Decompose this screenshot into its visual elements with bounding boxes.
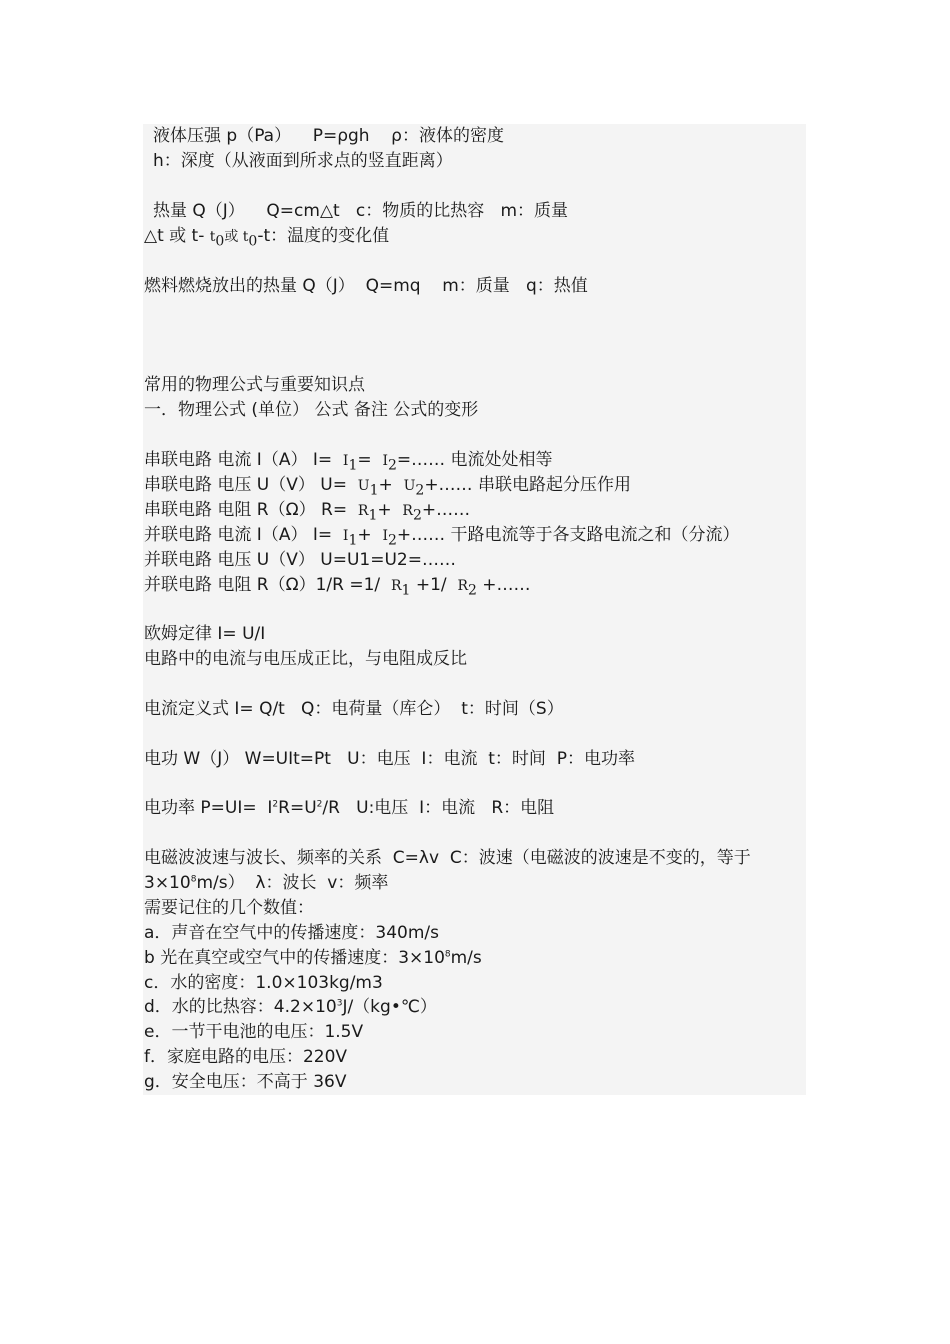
ohm-law-note: 电路中的电流与电压成正比，与电阻成反比 <box>144 649 467 669</box>
values-title: 需要记住的几个数值： <box>144 898 314 918</box>
subscript: 2 <box>467 582 477 599</box>
text: R=U <box>278 798 317 818</box>
text: +…… 干路电流等于各支路电流之和（分流） <box>396 525 740 545</box>
heat-delta-end: -t：温度的变化值 <box>257 226 390 246</box>
text: + <box>378 475 404 495</box>
series-resistance <box>144 500 471 524</box>
superscript: 2 <box>316 799 323 810</box>
value-item-d <box>144 997 437 1017</box>
series-current <box>144 450 553 474</box>
text: m/s <box>450 948 482 968</box>
section-subtitle: 一．物理公式 (单位） 公式 备注 公式的变形 <box>144 400 479 420</box>
symbol: U <box>357 478 370 494</box>
heat-or-text: 或 <box>224 229 243 245</box>
text: =…… 电流处处相等 <box>396 450 553 470</box>
text: 并联电路 电流 I（A） I= <box>144 525 343 545</box>
subscript: 1 <box>348 457 358 474</box>
symbol: I <box>382 453 388 469</box>
text: b 光在真空或空气中的传播速度：3×10 <box>144 948 445 968</box>
subscript: 1 <box>348 532 358 549</box>
text: m/s） λ：波长 v：频率 <box>196 873 389 893</box>
subscript: 2 <box>412 507 422 524</box>
symbol: R <box>390 578 402 594</box>
value-item-f: f．家庭电路的电压：220V <box>144 1047 348 1067</box>
symbol: R <box>457 578 468 594</box>
subscript: 2 <box>387 457 397 474</box>
text: 3×10 <box>144 873 191 893</box>
text: 串联电路 电流 I（A） I= <box>144 450 343 470</box>
text: = <box>357 450 383 470</box>
symbol: R <box>357 503 369 519</box>
heat-t2-sub: 0 <box>248 233 258 250</box>
ohm-law: 欧姆定律 I= U/I <box>144 624 266 644</box>
fuel-heat-formula: 燃料燃烧放出的热量 Q（J） Q=mq m：质量 q：热值 <box>144 276 588 296</box>
section-title: 常用的物理公式与重要知识点 <box>144 375 365 395</box>
text: J/（kg•℃） <box>342 997 437 1017</box>
symbol: I <box>342 453 349 469</box>
pressure-formula: 液体压强 p（Pa） P=ρgh ρ：液体的密度 <box>153 126 504 146</box>
value-item-c: c．水的密度：1.0×103kg/m3 <box>144 973 383 993</box>
subscript: 1 <box>401 582 411 599</box>
text: + <box>377 500 403 520</box>
text: +1/ <box>410 575 458 595</box>
heat-t2-symbol: t <box>242 229 249 245</box>
superscript: 3 <box>336 998 343 1009</box>
symbol: R <box>402 503 413 519</box>
subscript: 1 <box>369 482 379 499</box>
subscript: 1 <box>368 507 378 524</box>
symbol: I <box>382 528 388 544</box>
value-item-g: g．安全电压：不高于 36V <box>144 1072 347 1092</box>
value-item-a: a．声音在空气中的传播速度：340m/s <box>144 923 440 943</box>
heat-t-symbol: t <box>209 229 216 245</box>
parallel-resistance <box>144 575 531 599</box>
superscript: 2 <box>272 799 279 810</box>
text: 串联电路 电压 U（V） U= <box>144 475 358 495</box>
em-wave-relation-cont <box>144 873 388 893</box>
heat-delta-text: △t 或 t- <box>144 226 210 246</box>
text: 并联电路 电阻 R（Ω）1/R =1/ <box>144 575 391 595</box>
text: 串联电路 电阻 R（Ω） R= <box>144 500 358 520</box>
parallel-voltage: 并联电路 电压 U（V） U=U1=U2=…… <box>144 550 456 570</box>
text: 电功率 P=UI= I <box>144 798 273 818</box>
symbol: U <box>403 478 416 494</box>
current-definition: 电流定义式 I= Q/t Q：电荷量（库仑） t：时间（S） <box>144 699 564 719</box>
heat-t-sub: 0 <box>215 233 225 250</box>
heat-formula: 热量 Q（J） Q=cm△t c：物质的比热容 m：质量 <box>153 201 569 221</box>
text: d．水的比热容：4.2×10 <box>144 997 337 1017</box>
value-item-e: e．一节干电池的电压：1.5V <box>144 1022 364 1042</box>
text: + <box>357 525 383 545</box>
electric-power <box>144 798 554 818</box>
text: +…… <box>421 500 471 520</box>
parallel-current <box>144 525 740 549</box>
electric-work: 电功 W（J） W=UIt=Pt U：电压 I：电流 t：时间 P：电功率 <box>144 749 635 769</box>
series-voltage <box>144 475 631 499</box>
superscript: 8 <box>444 949 451 960</box>
text: +…… 串联电路起分压作用 <box>424 475 631 495</box>
heat-delta-note <box>144 226 390 250</box>
subscript: 2 <box>387 532 397 549</box>
subscript: 2 <box>415 482 425 499</box>
superscript: 8 <box>190 874 197 885</box>
pressure-depth-note: h：深度（从液面到所求点的竖直距离） <box>153 151 453 171</box>
value-item-b <box>144 948 482 968</box>
symbol: I <box>342 528 349 544</box>
em-wave-relation: 电磁波波速与波长、频率的关系 C=λv C：波速（电磁波的波速是不变的，等于 <box>144 848 751 868</box>
text: +…… <box>476 575 531 595</box>
text: /R U:电压 I：电流 R：电阻 <box>322 798 555 818</box>
